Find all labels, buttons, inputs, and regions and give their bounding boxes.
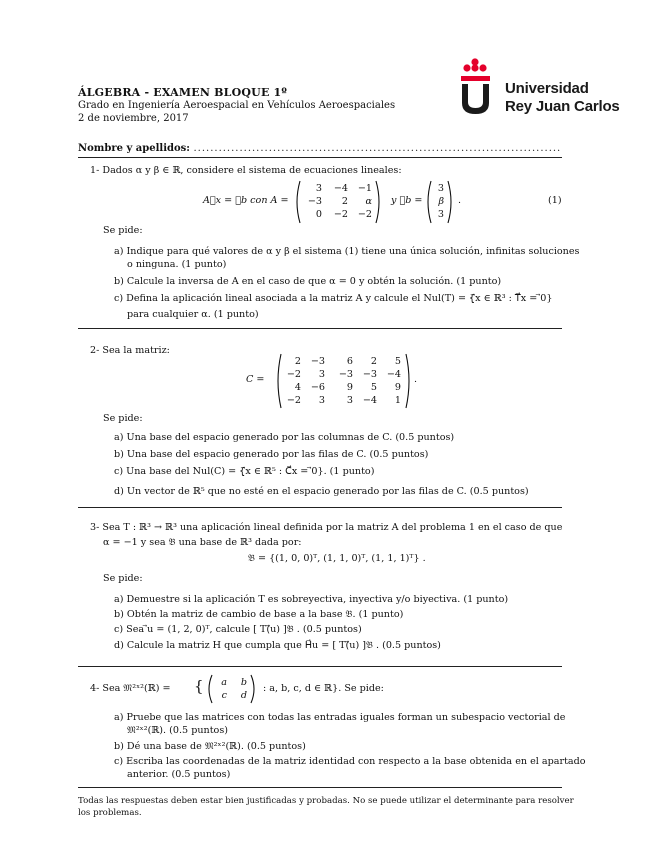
matrix-entry: 0	[315, 209, 322, 220]
p3-item-a: a) Demuestre si la aplicación T es sobreyectiva, inyectiva y/o biyectiva. (1 punto)	[114, 594, 509, 605]
name-label: Nombre y apellidos:	[78, 143, 191, 154]
p3-se-pide: Se pide:	[103, 573, 143, 584]
p4-item-c: c) Escriba las coordenadas de la matriz identidad con respecto a la base obtenida en el apartado	[114, 756, 586, 767]
matrix-entry: 3	[318, 395, 325, 406]
p3-item-b: b) Obtén la matriz de cambio de base a la base 𝔅. (1 punto)	[114, 609, 404, 620]
divider	[78, 787, 562, 788]
matrix-entry: −4	[386, 369, 401, 380]
matrix-entry: −2	[357, 209, 372, 220]
p2-item-c: c) Una base del Nul(C) = {⃗x ∈ ℝ⁵ : C⃗x = ⃗0}. (1 punto)	[114, 466, 375, 477]
p4-matrix-right-paren	[250, 674, 258, 704]
p1-item-a: a) Indique para qué valores de α y β el sistema (1) tiene una única solución, infinitas soluciones	[114, 246, 580, 257]
matrix-entry: −4	[333, 183, 348, 194]
p4-item-a: a) Pruebe que las matrices con todas las entradas iguales forman un subespacio vectorial de	[114, 712, 566, 723]
p2-matrix-C-right-paren	[405, 353, 413, 409]
p1-item-c: c) Defina la aplicación lineal asociada a la matriz A y calcule el Nul(T) = {⃗x ∈ ℝ³ : T⃗x = ⃗0}	[114, 293, 553, 304]
footer-note-cont: los problemas.	[78, 808, 142, 818]
p1-vector-b-left-paren	[424, 180, 432, 224]
p1-item-a-cont: o ninguna. (1 punto)	[127, 259, 227, 270]
divider	[78, 157, 562, 158]
matrix-entry: 2	[294, 356, 301, 367]
name-field	[78, 143, 561, 154]
p1-eq-number: (1)	[548, 195, 562, 206]
footer-note: Todas las respuestas deben estar bien justificadas y probadas. No se puede utilizar el determinante para resolver	[78, 796, 574, 806]
matrix-entry: 1	[394, 395, 401, 406]
matrix-entry: 3	[346, 395, 353, 406]
p4-matrix	[213, 676, 247, 702]
urjc-emblem-icon	[458, 57, 506, 117]
matrix-entry: 3	[437, 209, 444, 220]
p1-se-pide: Se pide:	[103, 225, 143, 236]
p4-intro-right: : a, b, c, d ∈ ℝ}. Se pide:	[263, 683, 384, 694]
p1-item-c-cont: para cualquier α. (1 punto)	[127, 309, 259, 320]
matrix-entry: a	[221, 677, 227, 688]
matrix-entry: 5	[370, 382, 377, 393]
matrix-entry: 5	[394, 356, 401, 367]
matrix-entry: −1	[357, 183, 372, 194]
matrix-entry: −3	[307, 196, 322, 207]
p1-intro: 1- Dados α y β ∈ ℝ, considere el sistema de ecuaciones lineales:	[90, 165, 402, 176]
p4-matrix-left-paren	[205, 674, 213, 704]
matrix-entry: 2	[370, 356, 377, 367]
university-name: Universidad Rey Juan Carlos	[505, 80, 620, 115]
p1-and-b: y ⃗b =	[391, 195, 423, 206]
matrix-entry: −4	[362, 395, 377, 406]
p2-c-label: C =	[246, 374, 265, 385]
p4-item-a-cont: 𝔐²ˣ²(ℝ). (0.5 puntos)	[127, 725, 228, 736]
matrix-entry: 4	[294, 382, 301, 393]
matrix-entry: b	[240, 677, 247, 688]
matrix-entry: −2	[286, 395, 301, 406]
p3-item-c: c) Sea ⃗u = (1, 2, 0)ᵀ, calcule [ T(⃗u) ]𝔅 . (0.5 puntos)	[114, 624, 362, 635]
matrix-entry: 6	[346, 356, 353, 367]
p3-item-d: d) Calcule la matriz H que cumpla que H⃗u = [ T(⃗u) ]𝔅 . (0.5 puntos)	[114, 640, 441, 651]
matrix-entry: d	[240, 690, 247, 701]
divider	[78, 666, 562, 667]
p3-intro: 3- Sea T : ℝ³ → ℝ³ una aplicación lineal definida por la matriz A del problema 1 en el caso de que	[90, 522, 563, 533]
p3-intro-cont: α = −1 y sea 𝔅 una base de ℝ³ dada por:	[103, 537, 302, 548]
p2-item-b: b) Una base del espacio generado por las filas de C. (0.5 puntos)	[114, 449, 429, 460]
matrix-entry: −2	[333, 209, 348, 220]
p1-matrix-A	[302, 182, 372, 221]
p1-item-b: b) Calcule la inversa de A en el caso de que α = 0 y obtén la solución. (1 punto)	[114, 276, 502, 287]
p1-vector-b-right-paren	[447, 180, 455, 224]
p4-item-c-cont: anterior. (0.5 puntos)	[127, 769, 231, 780]
matrix-entry: β	[438, 196, 444, 207]
p1-vector-b	[432, 182, 444, 221]
matrix-entry: 3	[318, 369, 325, 380]
matrix-entry: −2	[286, 369, 301, 380]
p2-item-a: a) Una base del espacio generado por las columnas de C. (0.5 puntos)	[114, 432, 455, 443]
p2-intro: 2- Sea la matriz:	[90, 345, 170, 356]
matrix-entry: 9	[394, 382, 401, 393]
p1-matrix-A-left-paren	[293, 180, 301, 224]
p2-item-d: d) Un vector de ℝ⁵ que no esté en el espacio generado por las filas de C. (0.5 puntos)	[114, 486, 529, 497]
p2-matrix-C	[281, 355, 401, 407]
date-line: 2 de noviembre, 2017	[78, 113, 189, 124]
matrix-entry: −6	[310, 382, 325, 393]
matrix-entry: 2	[341, 196, 348, 207]
p1-matrix-A-right-paren	[375, 180, 383, 224]
matrix-entry: 9	[346, 382, 353, 393]
exam-page: ÁLGEBRA - EXAMEN BLOQUE 1º Grado en Ingeniería Aeroespacial en Vehículos Aeroespaciales 2 de noviembre, 2017 Universidad Rey Juan Carlos Nombre y apellidos: ........................................................................................ 1- Dados α y β ∈ ℝ, considere el sistema de ecuaciones lineales: A⃗x = ⃗b con A = 3 −4 −1 −3 2 α 0 −2 −2 y ⃗b = 3 β 3 . (1) Se pide: a) Indique para qué valores de α y β el sistema (1) tiene una única solución, infinitas soluciones o ninguna. (1 punto) b) Calcule la inversa de A en el caso de que α = 0 y obtén la solución. (1 punto) c) Defina la aplicación lineal asociada a la matriz A y calcule el Nul(T) = {⃗x ∈ ℝ³ : T⃗x = ⃗0} para cualquier α. (1 punto) 2- Sea la matriz: C = 2 −3 6 2 5 −2 3 −3 −3 −4 4 −6 9 5 9 −2 3 3 −4 1 . Se pide: a) Una base del espacio generado por las columnas de C. (0.5 puntos) b) Una base del espacio generado por las filas de C. (0.5 puntos) c) Una base del Nul(C) = {⃗x ∈ ℝ⁵ : C⃗x = ⃗0}. (1 punto) d) Un vector de ℝ⁵ que no esté en el espacio generado por las filas de C. (0.5 puntos) 3- Sea T : ℝ³ → ℝ³ una aplicación lineal definida por la matriz A del problema 1 en el caso de que α = −1 y sea 𝔅 una base de ℝ³ dada por: 𝔅 = {(1, 0, 0)ᵀ, (1, 1, 0)ᵀ, (1, 1, 1)ᵀ} . Se pide: a) Demuestre si la aplicación T es sobreyectiva, inyectiva y/o biyectiva. (1 punto) b) Obtén la matriz de cambio de base a la base 𝔅. (1 punto) c) Sea ⃗u = (1, 2, 0)ᵀ, calcule [ T(⃗u) ]𝔅 . (0.5 puntos) d) Calcule la matriz H que cumpla que H⃗u = [ T(⃗u) ]𝔅 . (0.5 puntos) 4- Sea 𝔐²ˣ²(ℝ) = { a b c d : a, b, c, d ∈ ℝ}. Se pide: a) Pruebe que las matrices con todas las entradas iguales forman un subespacio vectorial de 𝔐²ˣ²(ℝ). (0.5 puntos) b) Dé una base de 𝔐²ˣ²(ℝ). (0.5 puntos) c) Escriba las coordenadas de la matriz identidad con respecto a la base obtenida en el apartado anterior. (0.5 puntos) Todas las respuestas deben estar bien justificadas y probadas. No se puede utilizar el determinante para resolver los problemas.	[0, 0, 655, 848]
divider	[78, 507, 562, 508]
matrix-entry: −3	[338, 369, 353, 380]
p1-eq-left: A⃗x = ⃗b con A =	[203, 195, 289, 206]
matrix-entry: −3	[362, 369, 377, 380]
name-dotted-line: ........................................................................................	[193, 143, 562, 154]
p3-basis: 𝔅 = {(1, 0, 0)ᵀ, (1, 1, 0)ᵀ, (1, 1, 1)ᵀ} .	[248, 553, 426, 564]
matrix-entry: 3	[437, 183, 444, 194]
p4-item-b: b) Dé una base de 𝔐²ˣ²(ℝ). (0.5 puntos)	[114, 741, 306, 752]
divider	[78, 328, 562, 329]
p2-se-pide: Se pide:	[103, 413, 143, 424]
exam-title: ÁLGEBRA - EXAMEN BLOQUE 1º	[78, 86, 288, 99]
matrix-entry: 3	[315, 183, 322, 194]
matrix-entry: −3	[310, 356, 325, 367]
matrix-entry: α	[365, 196, 372, 207]
matrix-entry: c	[221, 690, 227, 701]
p4-intro-left: 4- Sea 𝔐²ˣ²(ℝ) =	[90, 683, 171, 694]
degree-line: Grado en Ingeniería Aeroespacial en Vehículos Aeroespaciales	[78, 100, 396, 111]
